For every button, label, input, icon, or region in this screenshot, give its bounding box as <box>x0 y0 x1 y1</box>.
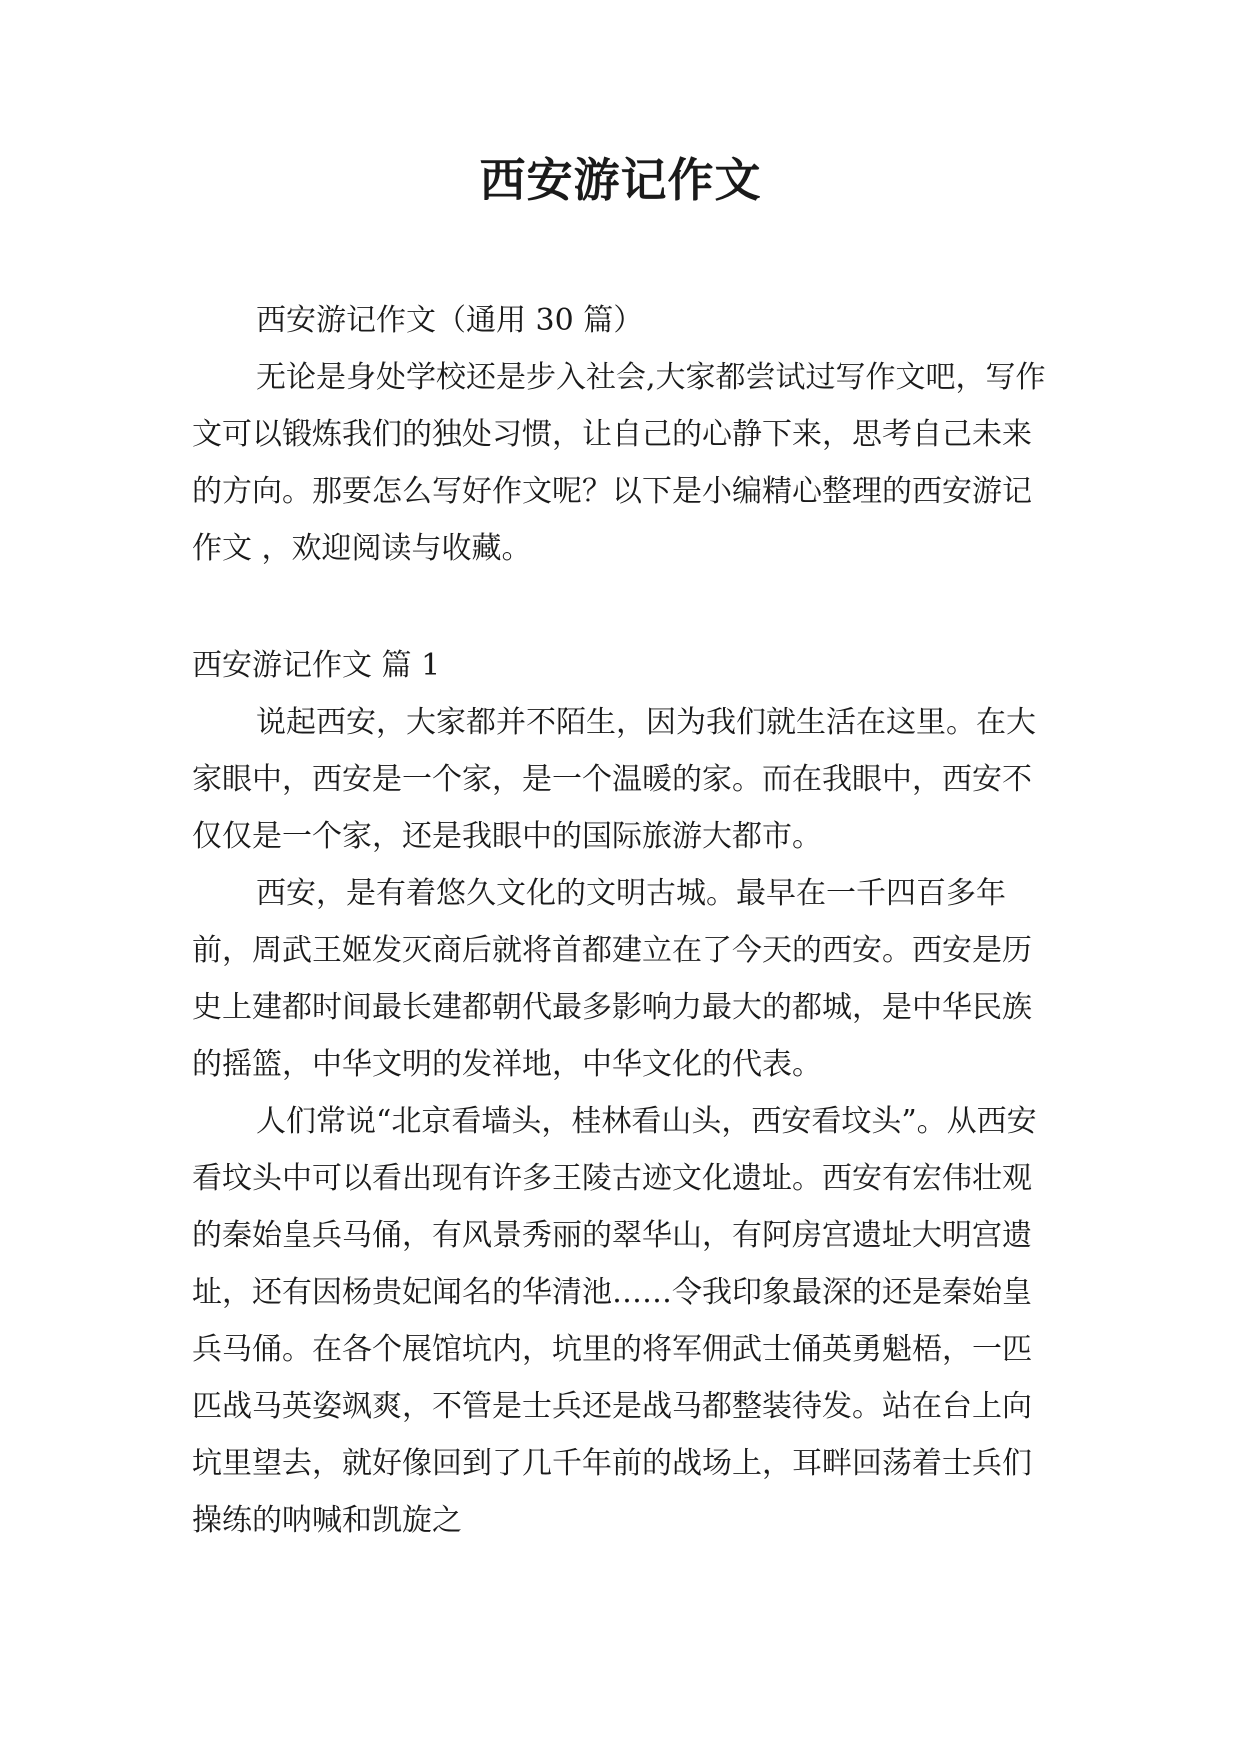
document-title: 西安游记作文 <box>479 153 762 207</box>
intro-paragraph: 无论是身处学校还是步入社会,大家都尝试过写作文吧，写作文可以锻炼我们的独处习惯，让自己的心静下来，思考自己未来的方向。那要怎么写好作文呢？以下是小编精心整理的西安游记作文 ，欢迎阅读与收藏。 <box>192 360 1046 566</box>
body-paragraph: 西安，是有着悠久文化的文明古城。最早在一千四百多年前，周武王姬发灭商后就将首都建立在了今天的西安。西安是历史上建都时间最长建都朝代最多影响力最大的都城，是中华民族的摇篮，中华文明的发祥地，中华文化的代表。 <box>192 876 1032 1082</box>
document-body <box>192 292 1052 1549</box>
document-subtitle: 西安游记作文（通用 30 篇） <box>256 303 644 338</box>
body-paragraph: 人们常说“北京看墙头，桂林看山头，西安看坟头”。从西安看坟头中可以看出现有许多王陵古迹文化遗址。西安有宏伟壮观的秦始皇兵马俑，有风景秀丽的翠华山，有阿房宫遗址大明宫遗址，还有因杨贵妃闻名的华清池……令我印象最深的还是秦始皇兵马俑。在各个展馆坑内，坑里的将军佣武士俑英勇魁梧，一匹匹战马英姿飒爽，不管是士兵还是战马都整装待发。站在台上向坑里望去，就好像回到了几千年前的战场上，耳畔回荡着士兵们操练的呐喊和凯旋之 <box>192 1104 1037 1538</box>
section-heading: 西安游记作文 篇 1 <box>192 648 441 683</box>
body-paragraph: 说起西安，大家都并不陌生，因为我们就生活在这里。在大家眼中，西安是一个家，是一个温暖的家。而在我眼中，西安不仅仅是一个家，还是我眼中的国际旅游大都市。 <box>192 705 1036 854</box>
